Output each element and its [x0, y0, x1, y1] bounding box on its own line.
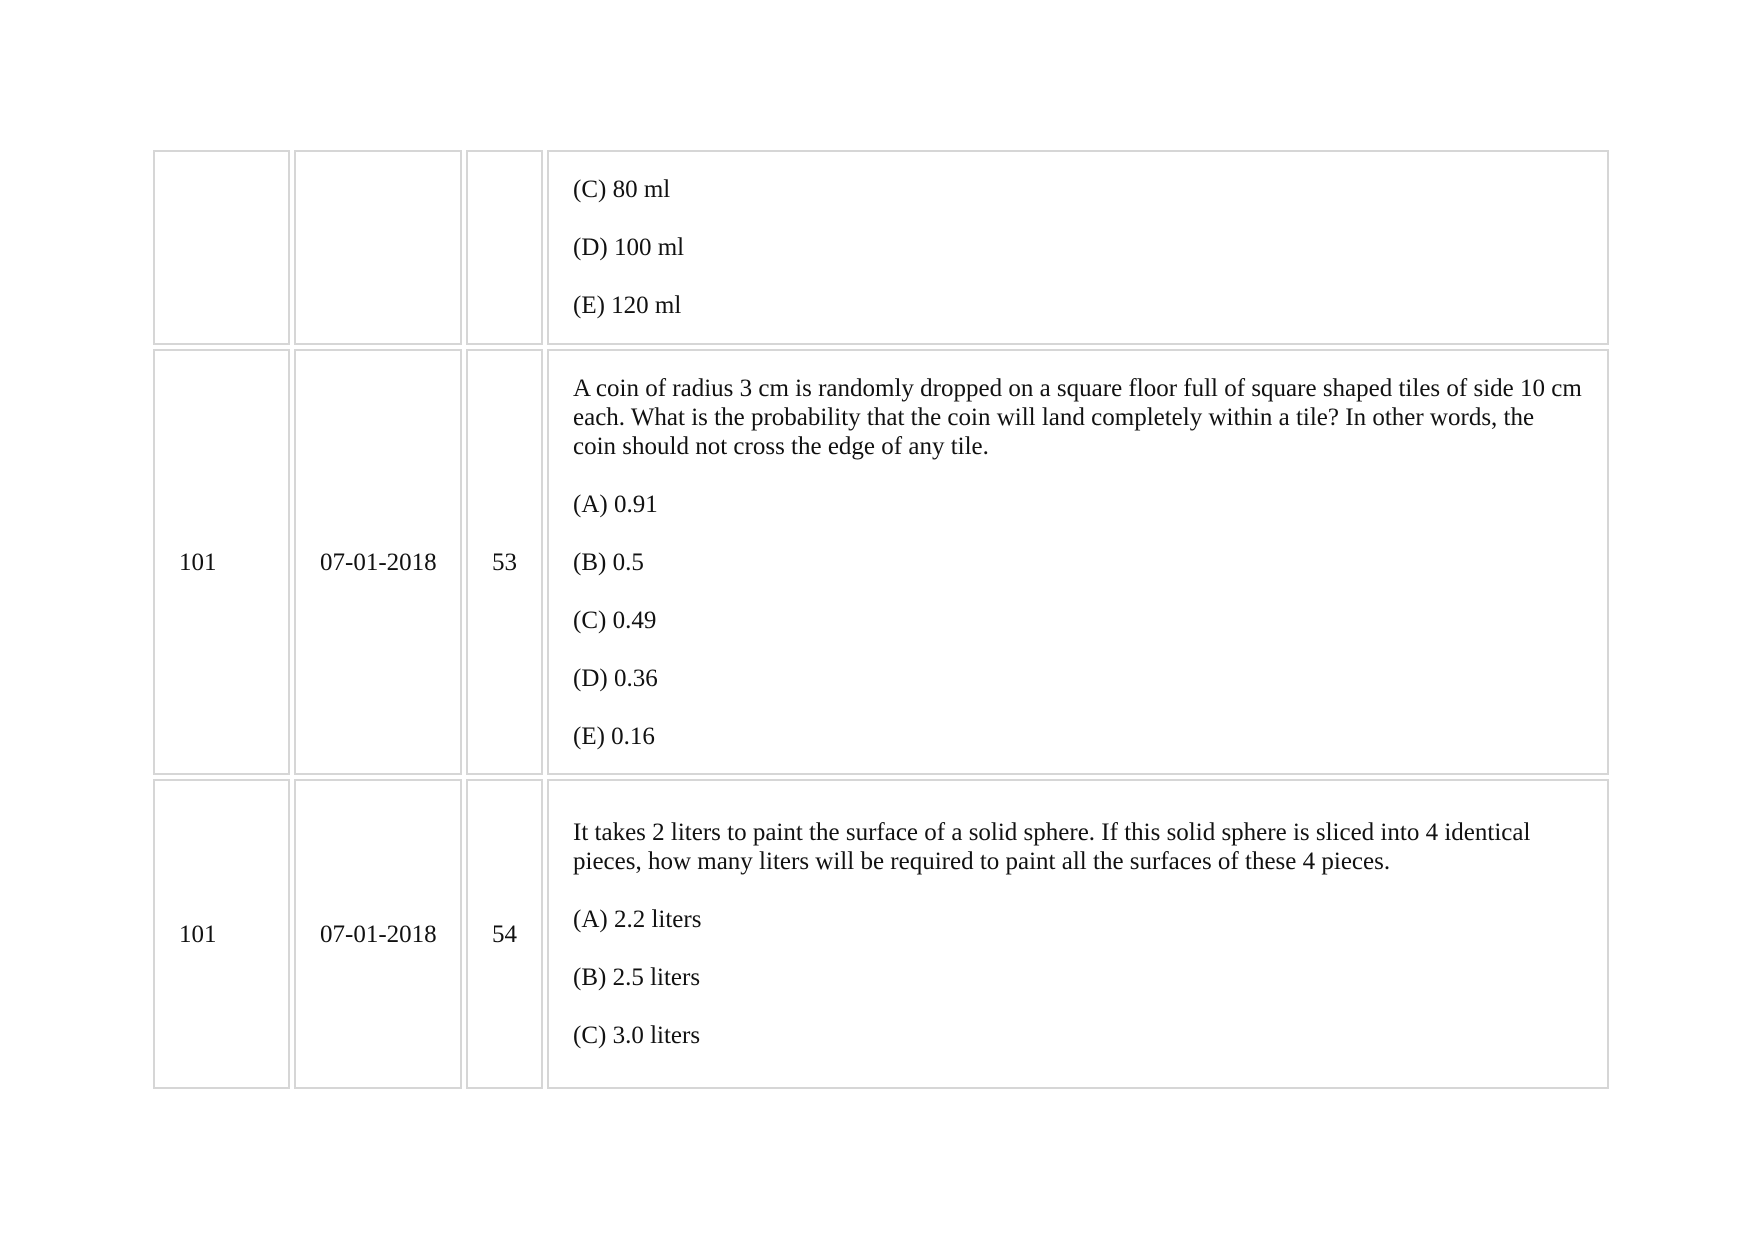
question-text: A coin of radius 3 cm is randomly dropped on a square floor full of square shaped tiles of side 10 cm each. What is the probability that the coin will land completely within a tile? In other words, the coin should not cross the edge of any tile.: [573, 374, 1582, 460]
answer-option: (D) 0.36: [573, 664, 658, 692]
question-cell: [547, 349, 1609, 775]
answer-option: (C) 0.49: [573, 606, 657, 634]
question-number-cell: 54: [466, 779, 543, 1089]
answer-option: (C) 80 ml: [573, 176, 671, 203]
question-number-cell: 53: [466, 349, 543, 775]
question-text: It takes 2 liters to paint the surface of a solid sphere. If this solid sphere is sliced into 4 identical pieces, how many liters will be required to paint all the surfaces of these 4 pieces.: [573, 819, 1531, 875]
question-cell: [547, 779, 1609, 1089]
answer-option: (D) 100 ml: [573, 234, 685, 261]
question-cell: [547, 150, 1609, 345]
answer-option: (A) 0.91: [573, 490, 658, 518]
date-cell: 07-01-2018: [294, 779, 462, 1089]
answer-option: (E) 0.16: [573, 722, 655, 750]
questions-table: [149, 146, 1613, 1093]
answer-option: (A) 2.2 liters: [573, 906, 702, 933]
question-number-cell: [466, 150, 543, 345]
id-cell: [153, 150, 290, 345]
table-row: [153, 349, 1609, 775]
id-cell: 101: [153, 779, 290, 1089]
table-row: [153, 779, 1609, 1089]
answer-option: (B) 2.5 liters: [573, 964, 701, 991]
date-cell: [294, 150, 462, 345]
answer-option: (C) 3.0 liters: [573, 1022, 701, 1049]
date-cell: 07-01-2018: [294, 349, 462, 775]
answer-option: (B) 0.5: [573, 548, 644, 576]
answer-option: (E) 120 ml: [573, 292, 682, 319]
id-cell: 101: [153, 349, 290, 775]
table-row: [153, 150, 1609, 345]
